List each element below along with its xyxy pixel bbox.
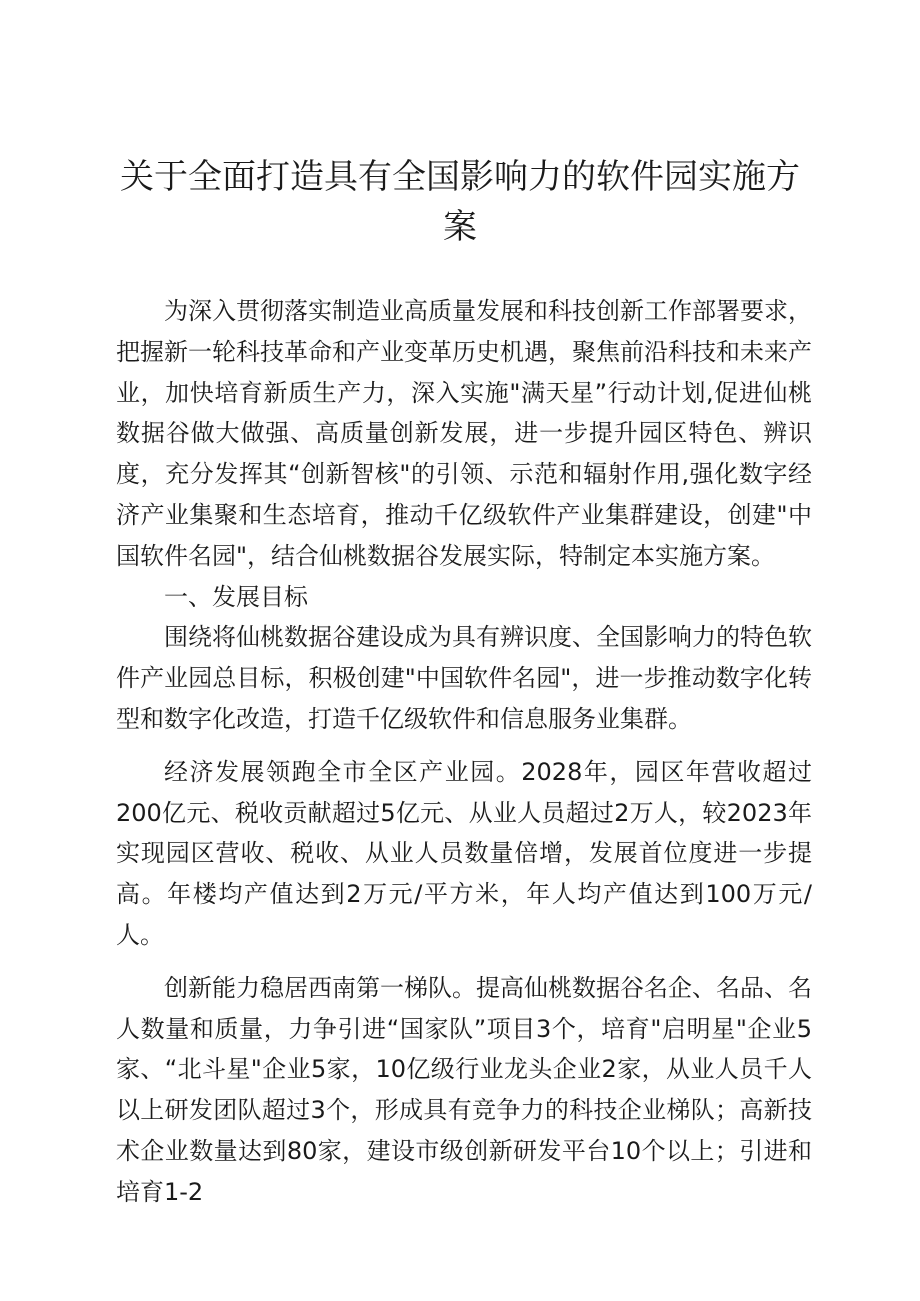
paragraph-economic-development: 经济发展领跑全市全区产业园。2028年，园区年营收超过200亿元、税收贡献超过5亿元、从业人员超过2万人，较2023年实现园区营收、税收、从业人员数量倍增，发展首位度进一步提高。年楼均产值达到2万元/平方米，年人均产值达到100万元/人。 xyxy=(116,757,812,949)
document-body xyxy=(116,291,812,1213)
paragraph-innovation-capability: 创新能力稳居西南第一梯队。提高仙桃数据谷名企、名品、名人数量和质量，力争引进“国家队”项目3个，培育"启明星"企业5家、“北斗星"企业5家，10亿级行业龙头企业2家，从业人员千人以上研发团队超过3个，形成具有竞争力的科技企业梯队；高新技术企业数量达到80家，建设市级创新研发平台10个以上；引进和培育1-2 xyxy=(116,973,812,1206)
document-title: 关于全面打造具有全国影响力的软件园实施方案 xyxy=(120,157,800,247)
section-heading-goals: 一、发展目标 xyxy=(164,582,308,611)
paragraph-goal-overview: 围绕将仙桃数据谷建设成为具有辨识度、全国影响力的特色软件产业园总目标，积极创建"中国软件名园"，进一步推动数字化转型和数字化改造，打造千亿级软件和信息服务业集群。 xyxy=(116,623,812,733)
paragraph-intro: 为深入贯彻落实制造业高质量发展和科技创新工作部署要求，把握新一轮科技革命和产业变革历史机遇，聚焦前沿科技和未来产业，加快培育新质生产力，深入实施"满天星”行动计划,促进仙桃数据谷做大做强、高质量创新发展，进一步提升园区特色、辨识度，充分发挥其“创新智核"的引领、示范和辐射作用,强化数字经济产业集聚和生态培育，推动千亿级软件产业集群建设，创建"中国软件名园"，结合仙桃数据谷发展实际，特制定本实施方案。 xyxy=(116,297,812,570)
